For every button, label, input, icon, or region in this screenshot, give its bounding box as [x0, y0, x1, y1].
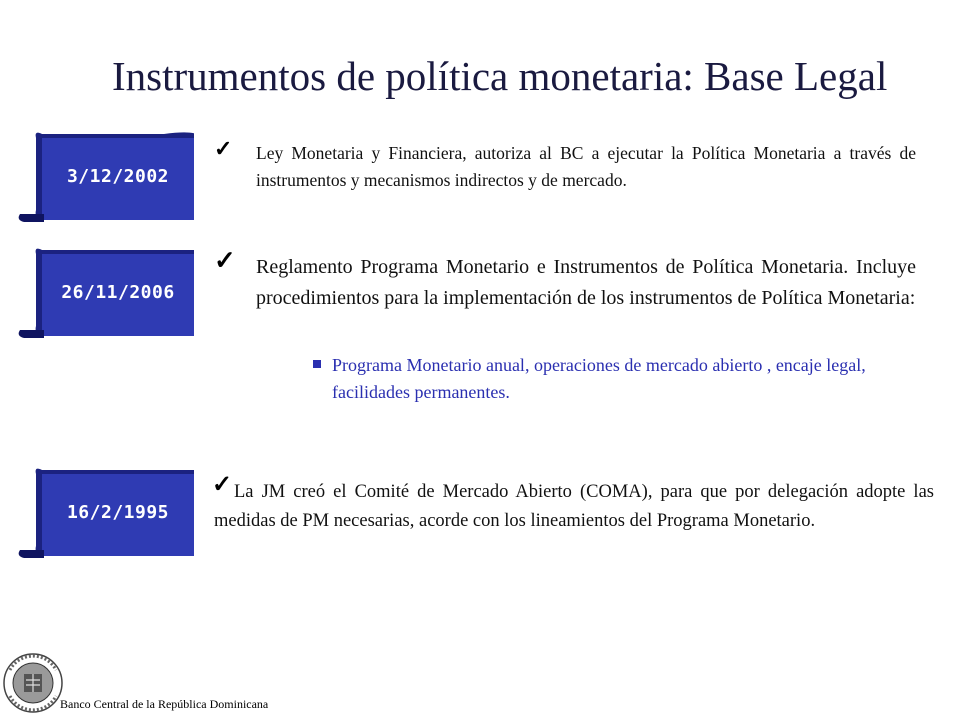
page-title: Instrumentos de política monetaria: Base Legal: [112, 53, 888, 99]
bullet-text: Ley Monetaria y Financiera, autoriza al BC a ejecutar la Política Monetaria a través de instrumentos y mecanismos indirectos y de mercado.: [256, 143, 916, 190]
checkmark-icon: ✓: [214, 136, 233, 161]
bank-seal-logo: [2, 650, 64, 716]
date-scroll-banner: [14, 244, 194, 344]
sub-bullet-text: Programa Monetario anual, operaciones de mercado abierto , encaje legal, facilidades permanentes.: [332, 355, 866, 402]
date-label: 26/11/2006: [61, 282, 175, 303]
date-label: 3/12/2002: [66, 166, 170, 187]
checkmark-icon: ✓: [212, 472, 233, 498]
footer-bank-name: Banco Central de la República Dominicana: [60, 697, 269, 711]
date-scroll-banner: [14, 128, 194, 228]
bullet-text: La JM creó el Comité de Mercado Abierto (COMA), para que por delegación adopte las medidas de PM necesarias, acorde con los lineamientos del Programa Monetario.: [214, 482, 934, 531]
bullet-text: Reglamento Programa Monetario e Instrumentos de Política Monetaria. Incluye procedimientos para la implementación de los instrumentos de Política Monetaria:: [256, 256, 916, 309]
checkmark-icon: ✓: [214, 246, 236, 275]
date-scroll-banner: [14, 464, 194, 564]
date-label: 16/2/1995: [66, 502, 170, 523]
square-bullet-icon: [313, 360, 321, 368]
